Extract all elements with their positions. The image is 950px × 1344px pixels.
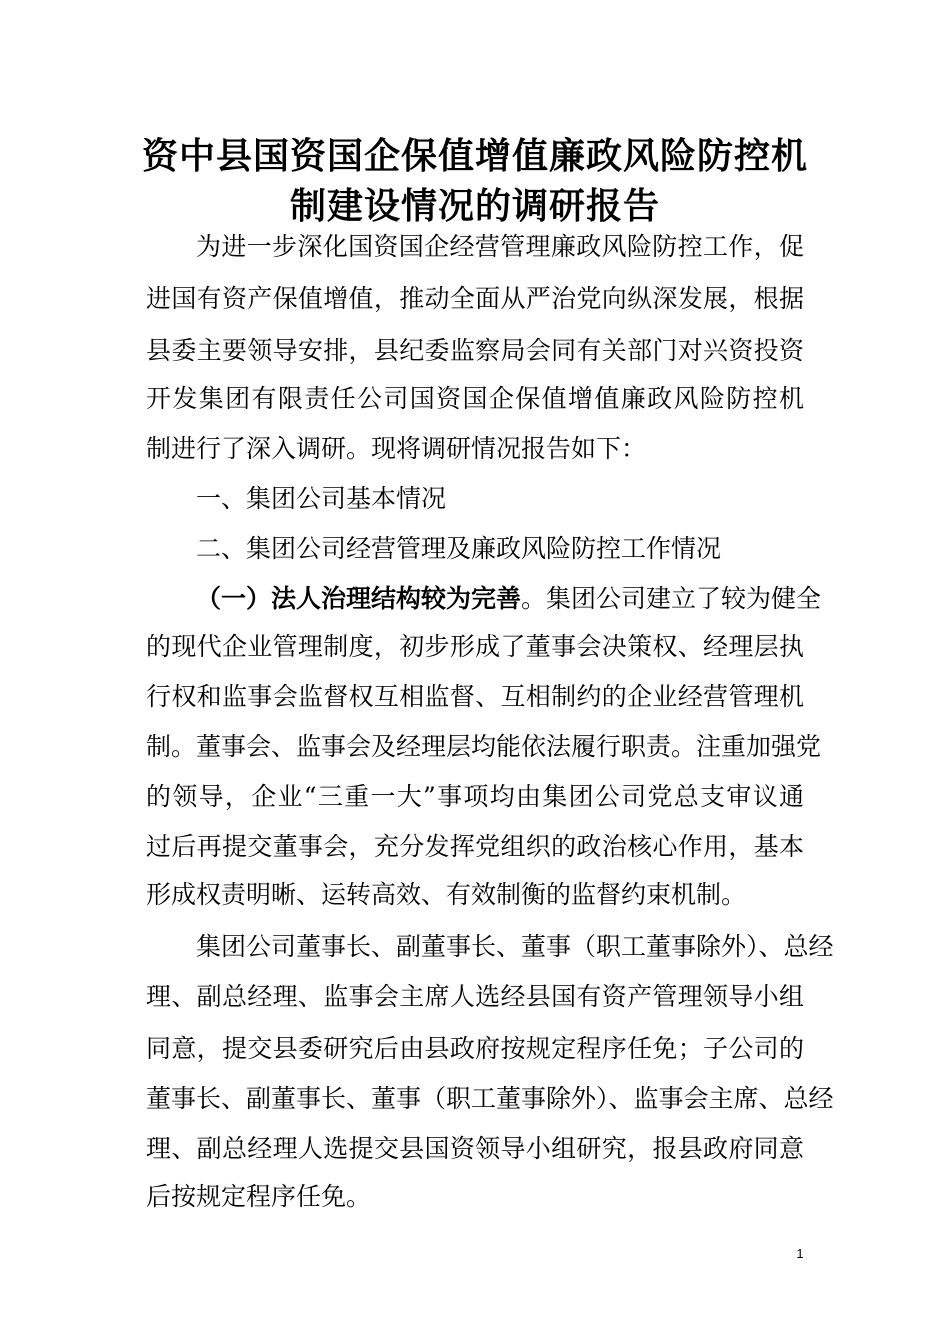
heading-management: 二、集团公司经营管理及廉政风险防控工作情况 bbox=[196, 534, 722, 563]
section-line: 过后再提交董事会，充分发挥党组织的政治核心作用，基本 bbox=[146, 832, 804, 861]
appointment-line: 理、副总经理人选提交县国资领导小组研究，报县政府同意 bbox=[146, 1134, 804, 1163]
appointment-line: 集团公司董事长、副董事长、董事（职工董事除外）、总经 bbox=[196, 932, 834, 961]
section-line: 制。董事会、监事会及经理层均能依法履行职责。注重加强党 bbox=[146, 732, 822, 761]
appointment-line: 董事长、副董事长、董事（职工董事除外）、监事会主席、总经 bbox=[146, 1084, 834, 1113]
section-line: 行权和监事会监督权互相监督、互相制约的企业经营管理机 bbox=[146, 682, 804, 711]
heading-basic-info: 一、集团公司基本情况 bbox=[196, 484, 447, 513]
appointment-line: 后按规定程序任免。 bbox=[146, 1182, 372, 1211]
section-lead: （一）法人治理结构较为完善 bbox=[196, 584, 522, 613]
intro-line: 进国有资产保值增值，推动全面从严治党向纵深发展，根据 bbox=[146, 284, 804, 313]
section-line: 的领导，企业“三重一大”事项均由集团公司党总支审议通 bbox=[146, 782, 804, 811]
intro-line: 开发集团有限责任公司国资国企保值增值廉政风险防控机 bbox=[146, 384, 804, 413]
section-line: 的现代企业管理制度，初步形成了董事会决策权、经理层执 bbox=[146, 632, 804, 661]
intro-line: 县委主要领导安排，县纪委监察局会同有关部门对兴资投资 bbox=[146, 336, 804, 365]
section-line: 形成权责明晰、运转高效、有效制衡的监督约束机制。 bbox=[146, 880, 747, 909]
appointment-line: 理、副总经理、监事会主席人选经县国有资产管理领导小组 bbox=[146, 982, 804, 1011]
intro-line: 为进一步深化国资国企经营管理廉政风险防控工作，促 bbox=[196, 232, 804, 261]
page-number: 1 bbox=[796, 1246, 804, 1261]
document-title-line-2: 制建设情况的调研报告 bbox=[289, 185, 660, 227]
section-first-line bbox=[196, 584, 822, 613]
appointment-line: 同意，提交县委研究后由县政府按规定程序任免；子公司的 bbox=[146, 1034, 804, 1063]
section-first-line-text: 。集团公司建立了较为健全 bbox=[521, 584, 822, 613]
intro-line: 制进行了深入调研。现将调研情况报告如下： bbox=[146, 434, 647, 463]
document-title-line-1: 资中县国资国企保值增值廉政风险防控机 bbox=[141, 135, 808, 177]
